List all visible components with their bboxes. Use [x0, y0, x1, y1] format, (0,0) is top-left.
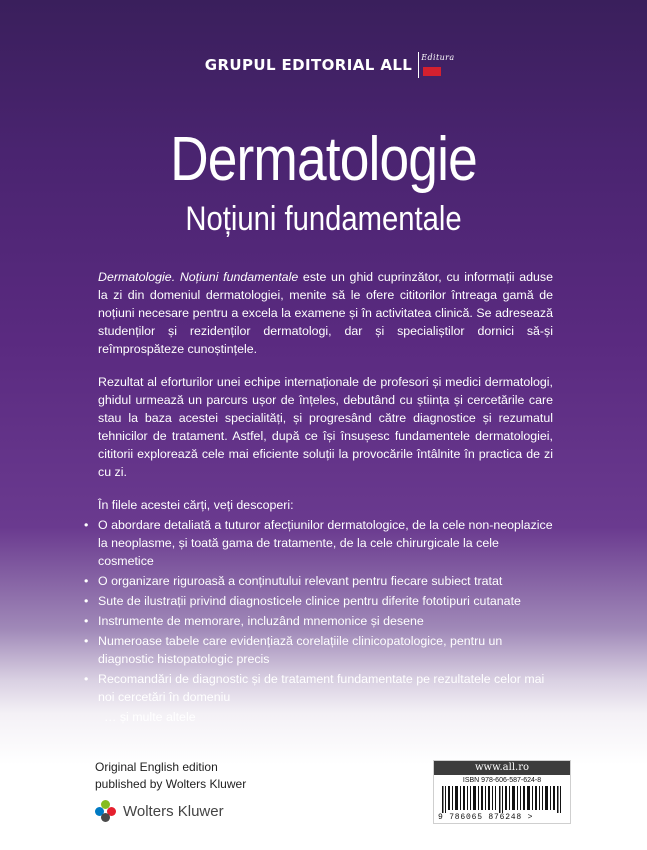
back-cover-text	[84, 268, 553, 726]
list-item: • Instrumente de memorare, incluzând mnemonice și desene	[84, 614, 424, 628]
list-item: • Recomandări de diagnostic și de tratament fundamentate pe rezultatele celor mai noi cercetări în domeniu	[84, 672, 545, 704]
paragraph-description: Rezultat al eforturilor unei echipe internaționale de profesori și medici dermatologi, ghidul urmează un parcurs ușor de înțeles, debutând cu știința și cercetările care stau la baza acestei specialități, și progresând către diagnostice și rezumatul tehnicilor de tratament. Astfel, după ce își însușesc fundamentele dermatologiei, cititorii explorează cele mai eficiente soluții la provocările întâlnite în practica de zi cu zi.	[98, 375, 553, 479]
wolters-kluwer-mark-icon	[95, 800, 117, 822]
list-intro: În filele acestei cărți, veți descoperi:	[98, 498, 294, 512]
bullet-icon: •	[84, 634, 89, 648]
bullet-icon: •	[84, 518, 89, 532]
editura-all-logo	[418, 52, 455, 78]
paragraph-intro	[98, 268, 553, 358]
feature-list	[84, 516, 553, 706]
publisher-logo	[0, 52, 647, 78]
barcode-digits: 9 786065 876248 >	[438, 813, 534, 822]
book-subtitle: Noțiuni fundamentale	[185, 200, 462, 238]
publisher-name: GRUPUL EDITORIAL ALL	[204, 56, 413, 74]
bullet-icon: •	[84, 614, 89, 628]
original-edition-line2: published by Wolters Kluwer	[95, 777, 247, 791]
list-item: • O abordare detaliată a tuturor afecțiunilor dermatologice, de la cele non-neoplazice la neoplasme, și toată gama de tratamente, de la cele chirurgicale la cele cosmetice	[84, 518, 553, 568]
book-title: Dermatologie	[170, 125, 477, 194]
website: www.all.ro	[434, 761, 570, 775]
bullet-icon: •	[84, 594, 89, 608]
imprint-script: Editura	[421, 53, 455, 62]
barcode-icon	[442, 786, 562, 813]
bullet-icon: •	[84, 574, 89, 588]
list-tail: … și multe altele	[104, 710, 196, 724]
barcode-panel	[433, 760, 571, 824]
wolters-kluwer-text: Wolters Kluwer	[123, 802, 224, 820]
original-edition-line1: Original English edition	[95, 760, 218, 774]
isbn: ISBN 978-606-587-624-8	[462, 777, 542, 784]
original-edition-note	[95, 759, 246, 793]
list-item: • Sute de ilustrații privind diagnosticele clinice pentru diferite fototipuri cutanate	[84, 594, 521, 608]
bullet-icon: •	[84, 672, 89, 686]
wolters-kluwer-logo	[95, 800, 224, 822]
paragraph-intro-text: este un ghid cuprinzător, cu informații aduse la zi din domeniul dermatologiei, menite să le ofere cititorilor întreaga gamă de noțiuni necesare pentru a excela la examene și în activitatea clinică. Se adresează studenților și rezidenților dermatologi, dar și specialiștilor dornici să-și reîmprospăteze cunoștințele.	[98, 270, 553, 356]
italic-book-name: Dermatologie. Noțiuni fundamentale	[98, 270, 299, 284]
list-item: • O organizare riguroasă a conținutului relevant pentru fiecare subiect tratat	[84, 574, 503, 588]
list-item: • Numeroase tabele care evidențiază corelațiile clinicopatologice, pentru un diagnostic histopatologic precis	[84, 634, 503, 666]
